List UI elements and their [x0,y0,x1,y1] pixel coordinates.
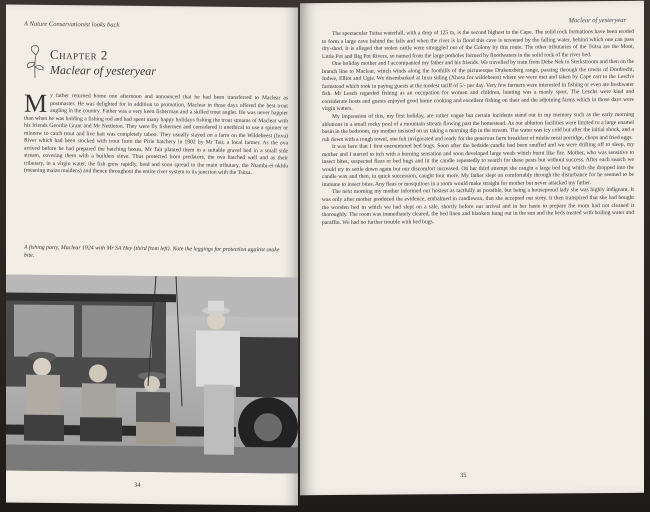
right-body-text [322,29,634,227]
left-page-number: 34 [134,481,141,489]
fishing-party-photo [6,274,298,473]
left-page [6,4,298,505]
paragraph: The next morning my mother informed our hostess as tactfully as possible, but being a houseproud lady she was highly indignant. It was only after mother produced the evidence, embalmed in candlewax, that she accepted our story. It then transpired that she had bought the wooden bed in which we had slept on a sale, shortly before our arrival and in her haste to prepare the room had not cleaned it thoroughly. The room was immediately cleared, the bed linen and blankets hung out in the sun and the beds treated with boiling water and paraffin. We had no further trouble with bed bugs. [322,187,634,226]
right-page [300,1,644,495]
chapter-heading [24,45,224,87]
paragraph: One holiday mother and I accompanied my father and his friends. We travelled by train from Debe Nek to Sterkstroom and then on the branch line to Maclear, which winds along the foothills of the picturesque Drakensberg range, passing through the towns of Dordrecht, Indwe, Elliot and Ugie. We disembarked at Inxu siding (Xhosa for wildebeest) where we were met and taken by Cape cart to the Lesch's farmstead which took in paying guests at the modest tariff of 5/- per day. Very few farmers were interested in fishing or even ate freshwater fish. Mr Lesch regarded fishing as an occupation for women and children, hunting was a manly sport. The Leschs were kind and considerate hosts and guests enjoyed good home cooking and excellent fishing on their and the adjoining farms which in those days were virgin waters. [322,59,634,113]
flower-ornament-icon [24,45,46,79]
left-running-head: A Nature Conservationist looks back [24,20,120,29]
drop-cap: M [24,88,48,118]
chapter-number: Chapter 2 [50,46,108,63]
paragraph [24,88,288,179]
paragraph: It was here that I first encountered bed bugs. Soon after the bedside candle had been snuffed and we were drifting off to sleep, my mother and I started to itch with a burning sensation and soon developed large weals which burnt like fire. Mother, who was sensitive to insect bites, suspected fleas or bed bugs and lit the candle repeatedly to search for these pests but without success. After each search we would try to settle down again but our discomfort increased. On her third attempt she caught a large bed bug which she dropped into the candle wax and then, in quick succession, caught four more. My father slept on comfortably through the disturbance for he seemed to be immune to insect bites. Any fleas or mosquitoes in a room would make straight for mother but never attacked my father. [322,142,634,188]
right-running-head: Maclear of yesteryear [568,16,626,25]
paragraph-text: y father returned home one afternoon and announced that he had been transferred to Maclear as postmaster. He was delighted for in addition to promotion, Maclear in those days offered the best trout angling in the country. Father was a very keen fisherman and a skilled trout angler. He was never happier than when he was holding a fishing rod and had spent many happy holidays fishing the trout streams of Maclear with his friends Geordie Grant and Mr Nettleton. They were fly fishermen and considered it unethical to use a spinner or minnow to catch trout and live bait was completely taboo. They usually stayed on a farm on the Wildebeest (Inxu) River which had been stocked with trout from the Pirie hatchery in 1902 by Mr Tait, a local farmer. As the ova arrived before he had prepared the hatching boxes, Mr Tait planted them in a suitable gravel bed in a small side stream, covering them with a builders sieve. Thus protected from predators, the ova hatched well and as their tributary, in a virgin water, the fish grew rapidly, bred and soon spread to the main tributary, the Ntambi-ei-nkhlu (meaning maize maidens) and thence throughout the entire river system to its junction with the Tsitsa. [24,92,288,177]
chapter-title: Maclear of yesteryear [50,62,156,79]
photo-caption: A fishing party, Maclear 1924 with Mr SA Hey (third from left). Note the leggings for protection against snake bite. [24,244,280,259]
left-body-text [24,88,288,179]
right-page-number: 35 [460,472,467,480]
paragraph: The spectacular Tsitsa waterfall, with a drop of 125 m, is the second highest in the Cape. The solid rock formations have been eroded to form a large cave behind the falls and when the river is in flood this cave is screened by the falling water, behind which one can pass dry-shod. It is alleged that stolen cattle were smuggled out of the Colony by this route. The other tributaries of the Tsitsa are the Mooi, Little Pot and Big Pot Rivers, so named from the large potholes formed by floodwaters in the solid rock of the river bed. [322,28,634,60]
paragraph: My impression of this, my first holiday, are rather vague but certain incidents stand out in my memory such as the early morning ablutions in a small rocky pool of a mountain stream flowing past the homestead. As our ablution facilities were limited to a large enamel basin in the bedroom, my mother insisted on us taking a morning dip in the stream. The water was icy cold but after the initial shock, and a rub down with a rough towel, one felt invigorated and ready for the generous farm breakfast of mielie meal porridge, chops and fried eggs. [322,111,634,143]
